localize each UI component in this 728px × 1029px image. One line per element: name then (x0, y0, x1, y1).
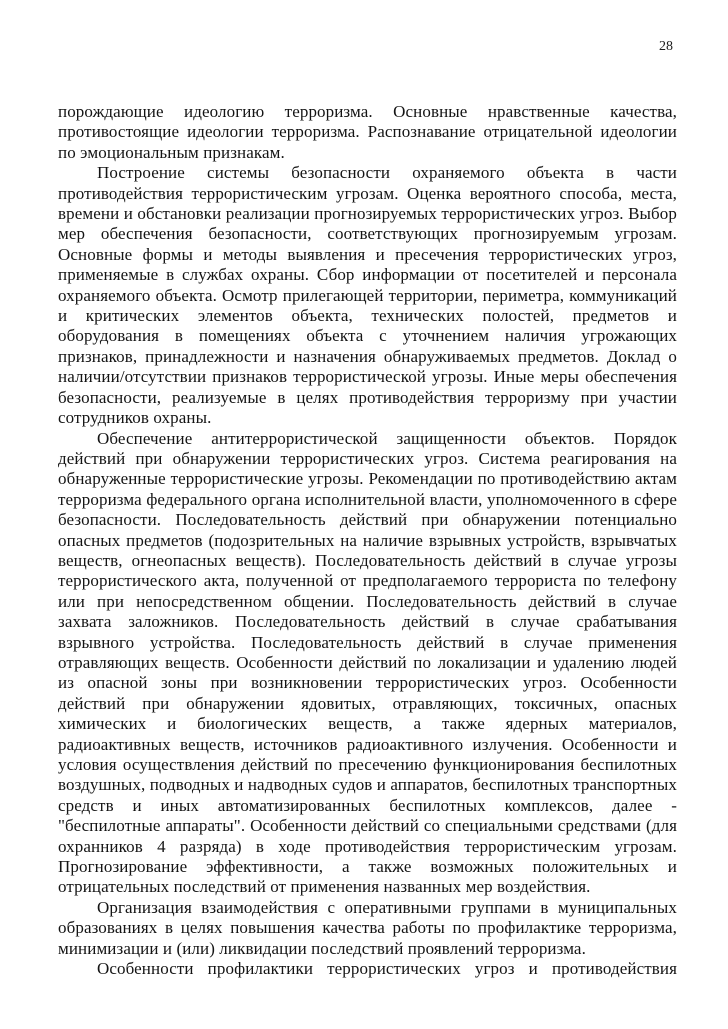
page-number: 28 (659, 39, 673, 54)
paragraph: Построение системы безопасности охраняемого объекта в части противодействия террористическим угрозам. Оценка вероятного способа, места, времени и обстановки реализации прогнозируемых террористических угроз. Выбор мер обеспечения безопасности, соответствующих прогнозируемым угрозам. Основные формы и методы выявления и пресечения террористических угроз, применяемые в службах охраны. Сбор информации от посетителей и персонала охраняемого объекта. Осмотр прилегающей территории, периметра, коммуникаций и критических элементов объекта, технических полостей, предметов и оборудования в помещениях объекта с уточнением наличия угрожающих признаков, принадлежности и назначения обнаруживаемых предметов. Доклад о наличии/отсутствии признаков террористической угрозы. Иные меры обеспечения безопасности, реализуемые в целях противодействия терроризму при участии сотрудников охраны. (58, 163, 677, 428)
paragraph: Организация взаимодействия с оперативными группами в муниципальных образованиях в целях повышения качества работы по профилактике терроризма, минимизации и (или) ликвидации последствий проявлений терроризма. (58, 897, 677, 958)
document-body (58, 102, 677, 979)
paragraph: Обеспечение антитеррористической защищенности объектов. Порядок действий при обнаружении террористических угроз. Система реагирования на обнаруженные террористические угрозы. Рекомендации по противодействию актам терроризма федерального органа исполнительной власти, уполномоченного в сфере безопасности. Последовательность действий при обнаружении потенциально опасных предметов (подозрительных на наличие взрывных устройств, взрывчатых веществ, огнеопасных веществ). Последовательность действий в случае угрозы террористического акта, полученной от предполагаемого террориста по телефону или при непосредственном общении. Последовательность действий в случае захвата заложников. Последовательность действий в случае срабатывания взрывного устройства. Последовательность действий в случае применения отравляющих веществ. Особенности действий по локализации и удалению людей из опасной зоны при возникновении террористических угроз. Особенности действий при обнаружении ядовитых, отравляющих, токсичных, опасных химических и биологических веществ, а также ядерных материалов, радиоактивных веществ, источников радиоактивного излучения. Особенности и условия осуществления действий по пресечению функционирования беспилотных воздушных, подводных и надводных судов и аппаратов, беспилотных транспортных средств и иных автоматизированных беспилотных комплексов, далее - "беспилотные аппараты". Особенности действий со специальными средствами (для охранников 4 разряда) в ходе противодействия террористическим угрозам. Прогнозирование эффективности, а также возможных положительных и отрицательных последствий от применения названных мер воздействия. (58, 428, 677, 897)
paragraph: порождающие идеологию терроризма. Основные нравственные качества, противостоящие идеологии терроризма. Распознавание отрицательной идеологии по эмоциональным признакам. (58, 102, 677, 162)
paragraph: Особенности профилактики террористических угроз и противодействия (97, 959, 677, 979)
